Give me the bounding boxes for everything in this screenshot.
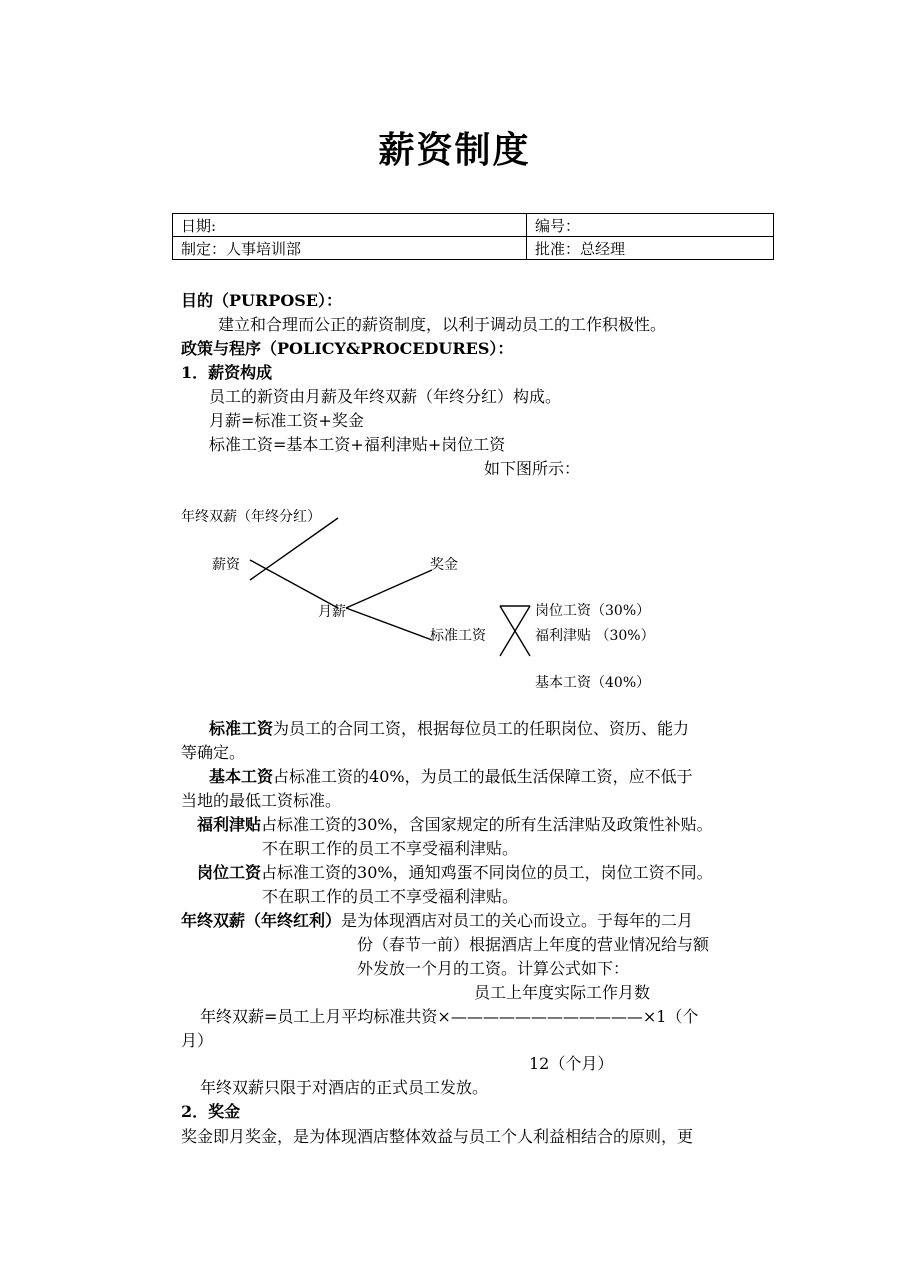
yearend-definition-line1 xyxy=(181,910,693,932)
diagram-salary-label: 薪资 xyxy=(212,557,240,573)
position-text2: 不在职工作的员工不享受福利津贴。 xyxy=(262,887,519,906)
diagram-bonus-label: 奖金 xyxy=(430,557,458,573)
purpose-text: 建立和合理而公正的薪资制度，以利于调动员工的工作积极性。 xyxy=(218,315,667,334)
section1-heading: 1．薪资构成 xyxy=(181,363,273,382)
welfare-term: 福利津贴 xyxy=(197,815,262,834)
standard-text1: 为员工的合同工资，根据每位员工的任职岗位、资历、能力 xyxy=(273,719,690,738)
approved-by-cell: 批准：总经理 xyxy=(527,237,774,260)
policy-heading: 政策与程序（POLICY&PROCEDURES）： xyxy=(181,339,514,358)
formula-denominator: 12（个月） xyxy=(529,1054,614,1073)
made-by-cell: 制定：人事培训部 xyxy=(173,237,527,260)
header-info-table xyxy=(172,213,774,260)
basic-term: 基本工资 xyxy=(209,767,274,786)
basic-definition-line1 xyxy=(209,766,693,788)
diagram-welfare-label: 福利津贴 （30%） xyxy=(535,628,655,644)
diagram-position-label: 岗位工资（30%） xyxy=(535,603,651,619)
standard-definition-line1 xyxy=(209,718,689,740)
section1-line1: 员工的新资由月薪及年终双薪（年终分红）构成。 xyxy=(209,387,562,406)
welfare-definition-line1 xyxy=(197,814,713,836)
line-salary-to-yearend xyxy=(250,518,338,580)
standard-text2: 等确定。 xyxy=(181,743,246,762)
section2-heading: 2．奖金 xyxy=(181,1102,241,1121)
position-text1: 占标准工资的30%，通知鸡蛋不同岗位的员工，岗位工资不同。 xyxy=(261,863,713,882)
position-definition-line1 xyxy=(197,862,713,884)
salary-structure-diagram xyxy=(0,490,909,700)
basic-text1: 占标准工资的40%，为员工的最低生活保障工资，应不低于 xyxy=(273,767,693,786)
diagram-basic-label: 基本工资（40%） xyxy=(535,675,651,691)
purpose-heading: 目的（PURPOSE）： xyxy=(181,291,343,310)
formula-numerator: 员工上年度实际工作月数 xyxy=(474,983,651,1002)
yearend-text2: 份（春节一前）根据酒店上年度的营业情况给与额 xyxy=(357,935,710,954)
line-monthly-to-bonus xyxy=(346,570,432,608)
welfare-text2: 不在职工作的员工不享受福利津贴。 xyxy=(262,839,519,858)
diagram-year-end-label: 年终双薪（年终分红） xyxy=(181,509,321,525)
yearend-term: 年终双薪（年终红利） xyxy=(181,911,342,930)
diagram-monthly-label: 月薪 xyxy=(318,604,346,620)
standard-term: 标准工资 xyxy=(209,719,274,738)
date-cell: 日期: xyxy=(173,214,527,237)
yearend-text1: 是为体现酒店对员工的关心而设立。于每年的二月 xyxy=(341,911,694,930)
position-term: 岗位工资 xyxy=(197,863,262,882)
document-title: 薪资制度 xyxy=(378,130,531,171)
section1-line2: 月薪=标准工资+奖金 xyxy=(209,411,364,430)
number-cell: 编号： xyxy=(527,214,774,237)
yearend-text3: 外发放一个月的工资。计算公式如下： xyxy=(357,959,630,978)
basic-text2: 当地的最低工资标准。 xyxy=(181,791,342,810)
section1-line3: 标准工资=基本工资+福利津贴+岗位工资 xyxy=(209,435,506,454)
formula-cont: 月） xyxy=(181,1031,214,1050)
line-monthly-to-standard xyxy=(346,608,432,640)
section1-line4: 如下图所示： xyxy=(484,459,581,478)
welfare-text1: 占标准工资的30%，含国家规定的所有生活津贴及政策性补贴。 xyxy=(261,815,713,834)
section2-text: 奖金即月奖金，是为体现酒店整体效益与员工个人利益相结合的原则，更 xyxy=(181,1127,694,1146)
formula-main: 年终双薪=员工上月平均标准共资×————————————×1（个 xyxy=(200,1007,699,1026)
diagram-standard-label: 标准工资 xyxy=(430,628,486,644)
formula-note: 年终双薪只限于对酒店的正式员工发放。 xyxy=(200,1078,489,1097)
